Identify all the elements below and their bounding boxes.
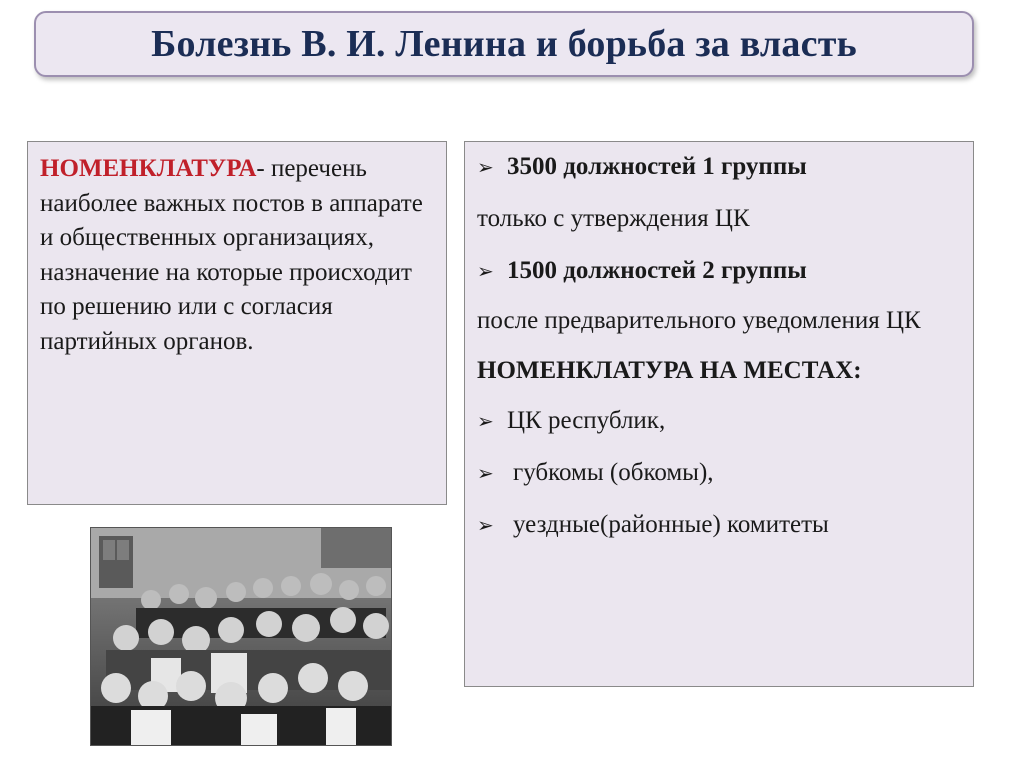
arrow-bullet-icon: ➢ bbox=[477, 461, 494, 485]
slide-title: Болезнь В. И. Ленина и борьба за власть bbox=[151, 23, 857, 65]
definition-term: НОМЕНКЛАТУРА bbox=[40, 155, 257, 182]
crowd-photo-icon bbox=[91, 528, 391, 745]
details-box bbox=[464, 141, 974, 687]
group2-title: 1500 должностей 2 группы bbox=[507, 257, 807, 284]
title-banner bbox=[34, 11, 974, 77]
group1-title-line bbox=[477, 152, 961, 182]
arrow-bullet-icon: ➢ bbox=[477, 155, 494, 179]
group1-title: 3500 должностей 1 группы bbox=[507, 153, 807, 180]
crowd-photo bbox=[90, 527, 392, 746]
definition-box bbox=[27, 141, 447, 505]
local-item-text: губкомы (обкомы), bbox=[513, 459, 714, 486]
group1-note: только с утверждения ЦК bbox=[477, 205, 750, 232]
group2-note: после предварительного уведомления ЦК bbox=[477, 307, 921, 334]
definition-dash: - bbox=[256, 155, 265, 182]
local-item bbox=[477, 406, 961, 436]
local-item bbox=[477, 510, 961, 540]
local-item-text: ЦК республик, bbox=[507, 407, 666, 434]
arrow-bullet-icon: ➢ bbox=[477, 409, 494, 433]
arrow-bullet-icon: ➢ bbox=[477, 513, 494, 537]
arrow-bullet-icon: ➢ bbox=[477, 259, 494, 283]
local-heading: НОМЕНКЛАТУРА НА МЕСТАХ: bbox=[477, 357, 862, 384]
definition-text: перечень наиболее важных постов в аппарате и общественных организациях, назначение на которые происходит по решению или с согласия партийных органов. bbox=[40, 155, 423, 355]
local-item-text: уездные(районные) комитеты bbox=[513, 511, 829, 538]
local-item bbox=[477, 458, 961, 488]
group2-title-line bbox=[477, 256, 961, 286]
